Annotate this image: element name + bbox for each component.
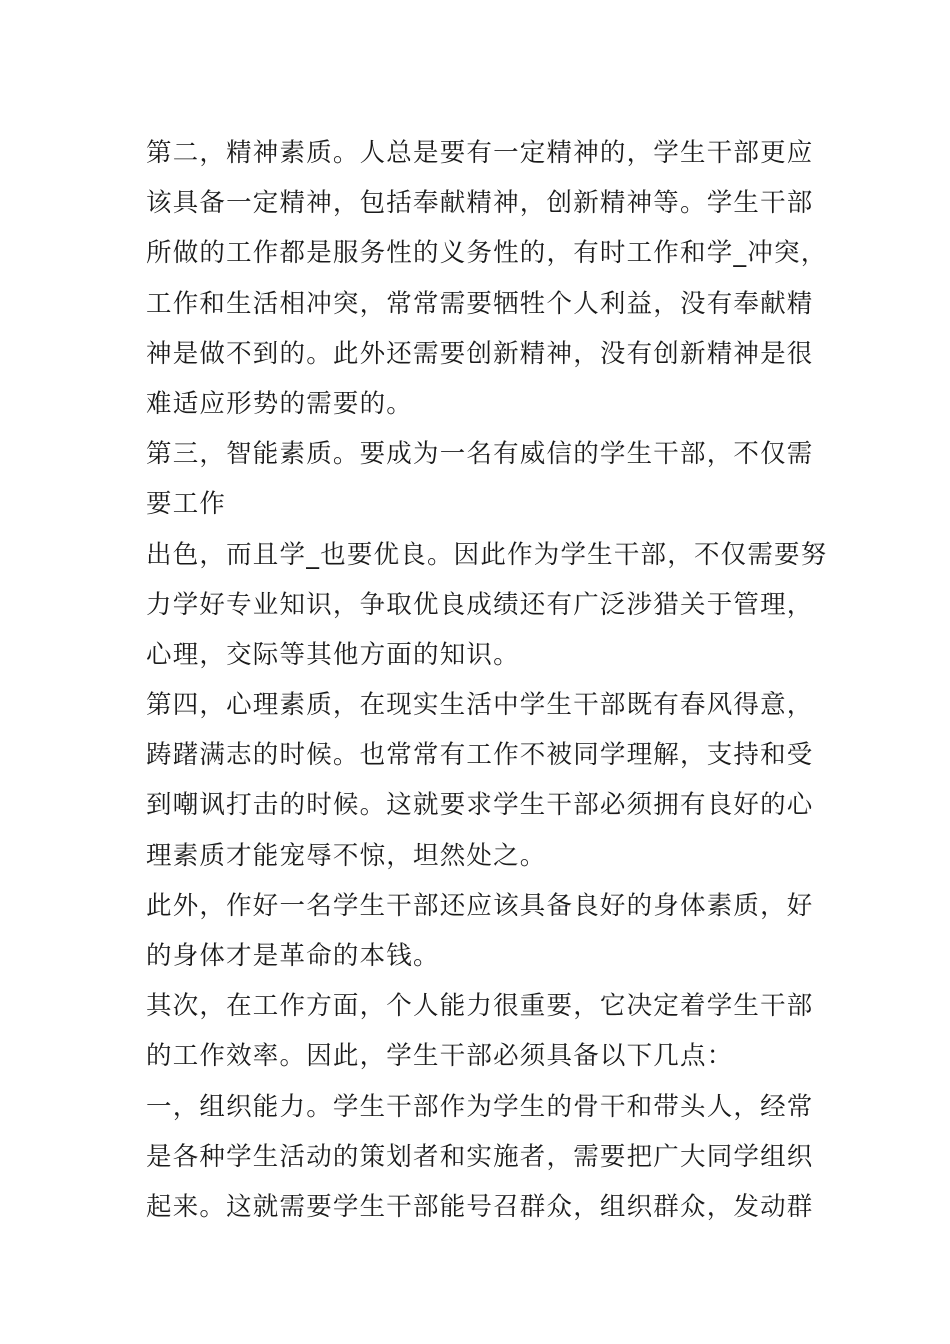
text-line: 起来。这就需要学生干部能号召群众，组织群众，发动群	[146, 1191, 814, 1222]
text-line: 的工作效率。因此，学生干部必须具备以下几点：	[146, 1041, 734, 1072]
text-line: 该具备一定精神，包括奉献精神，创新精神等。学生干部	[146, 188, 814, 219]
text-line: 要工作	[146, 489, 227, 520]
text-line: 理素质才能宠辱不惊，坦然处之。	[146, 840, 547, 871]
text-line: 神是做不到的。此外还需要创新精神，没有创新精神是很	[146, 338, 814, 369]
text-line: 心理，交际等其他方面的知识。	[146, 639, 520, 670]
text-line: 出色，而且学_也要优良。因此作为学生干部，不仅需要努	[146, 539, 828, 570]
text-line: 工作和生活相冲突，常常需要牺牲个人利益，没有奉献精	[146, 288, 814, 319]
text-line: 第四，心理素质，在现实生活中学生干部既有春风得意，	[146, 690, 814, 721]
text-line: 第二，精神素质。人总是要有一定精神的，学生干部更应	[146, 138, 814, 168]
text-line: 踌躇满志的时候。也常常有工作不被同学理解，支持和受	[146, 740, 814, 771]
text-line: 的身体才是革命的本钱。	[146, 941, 440, 971]
text-line: 其次，在工作方面，个人能力很重要，它决定着学生干部	[146, 991, 814, 1022]
text-line: 是各种学生活动的策划者和实施者，需要把广大同学组织	[146, 1141, 814, 1172]
document-body	[146, 128, 828, 1232]
text-line: 此外，作好一名学生干部还应该具备良好的身体素质，好	[146, 890, 814, 921]
text-line: 一，组织能力。学生干部作为学生的骨干和带头人，经常	[146, 1091, 814, 1122]
text-line: 难适应形势的需要的。	[146, 388, 414, 419]
text-line: 所做的工作都是服务性的义务性的，有时工作和学_冲突，	[146, 238, 828, 269]
text-line: 力学好专业知识，争取优良成绩还有广泛涉猎关于管理，	[146, 589, 814, 620]
text-line: 到嘲讽打击的时候。这就要求学生干部必须拥有良好的心	[146, 790, 814, 821]
text-line: 第三，智能素质。要成为一名有威信的学生干部，不仅需	[146, 439, 814, 470]
